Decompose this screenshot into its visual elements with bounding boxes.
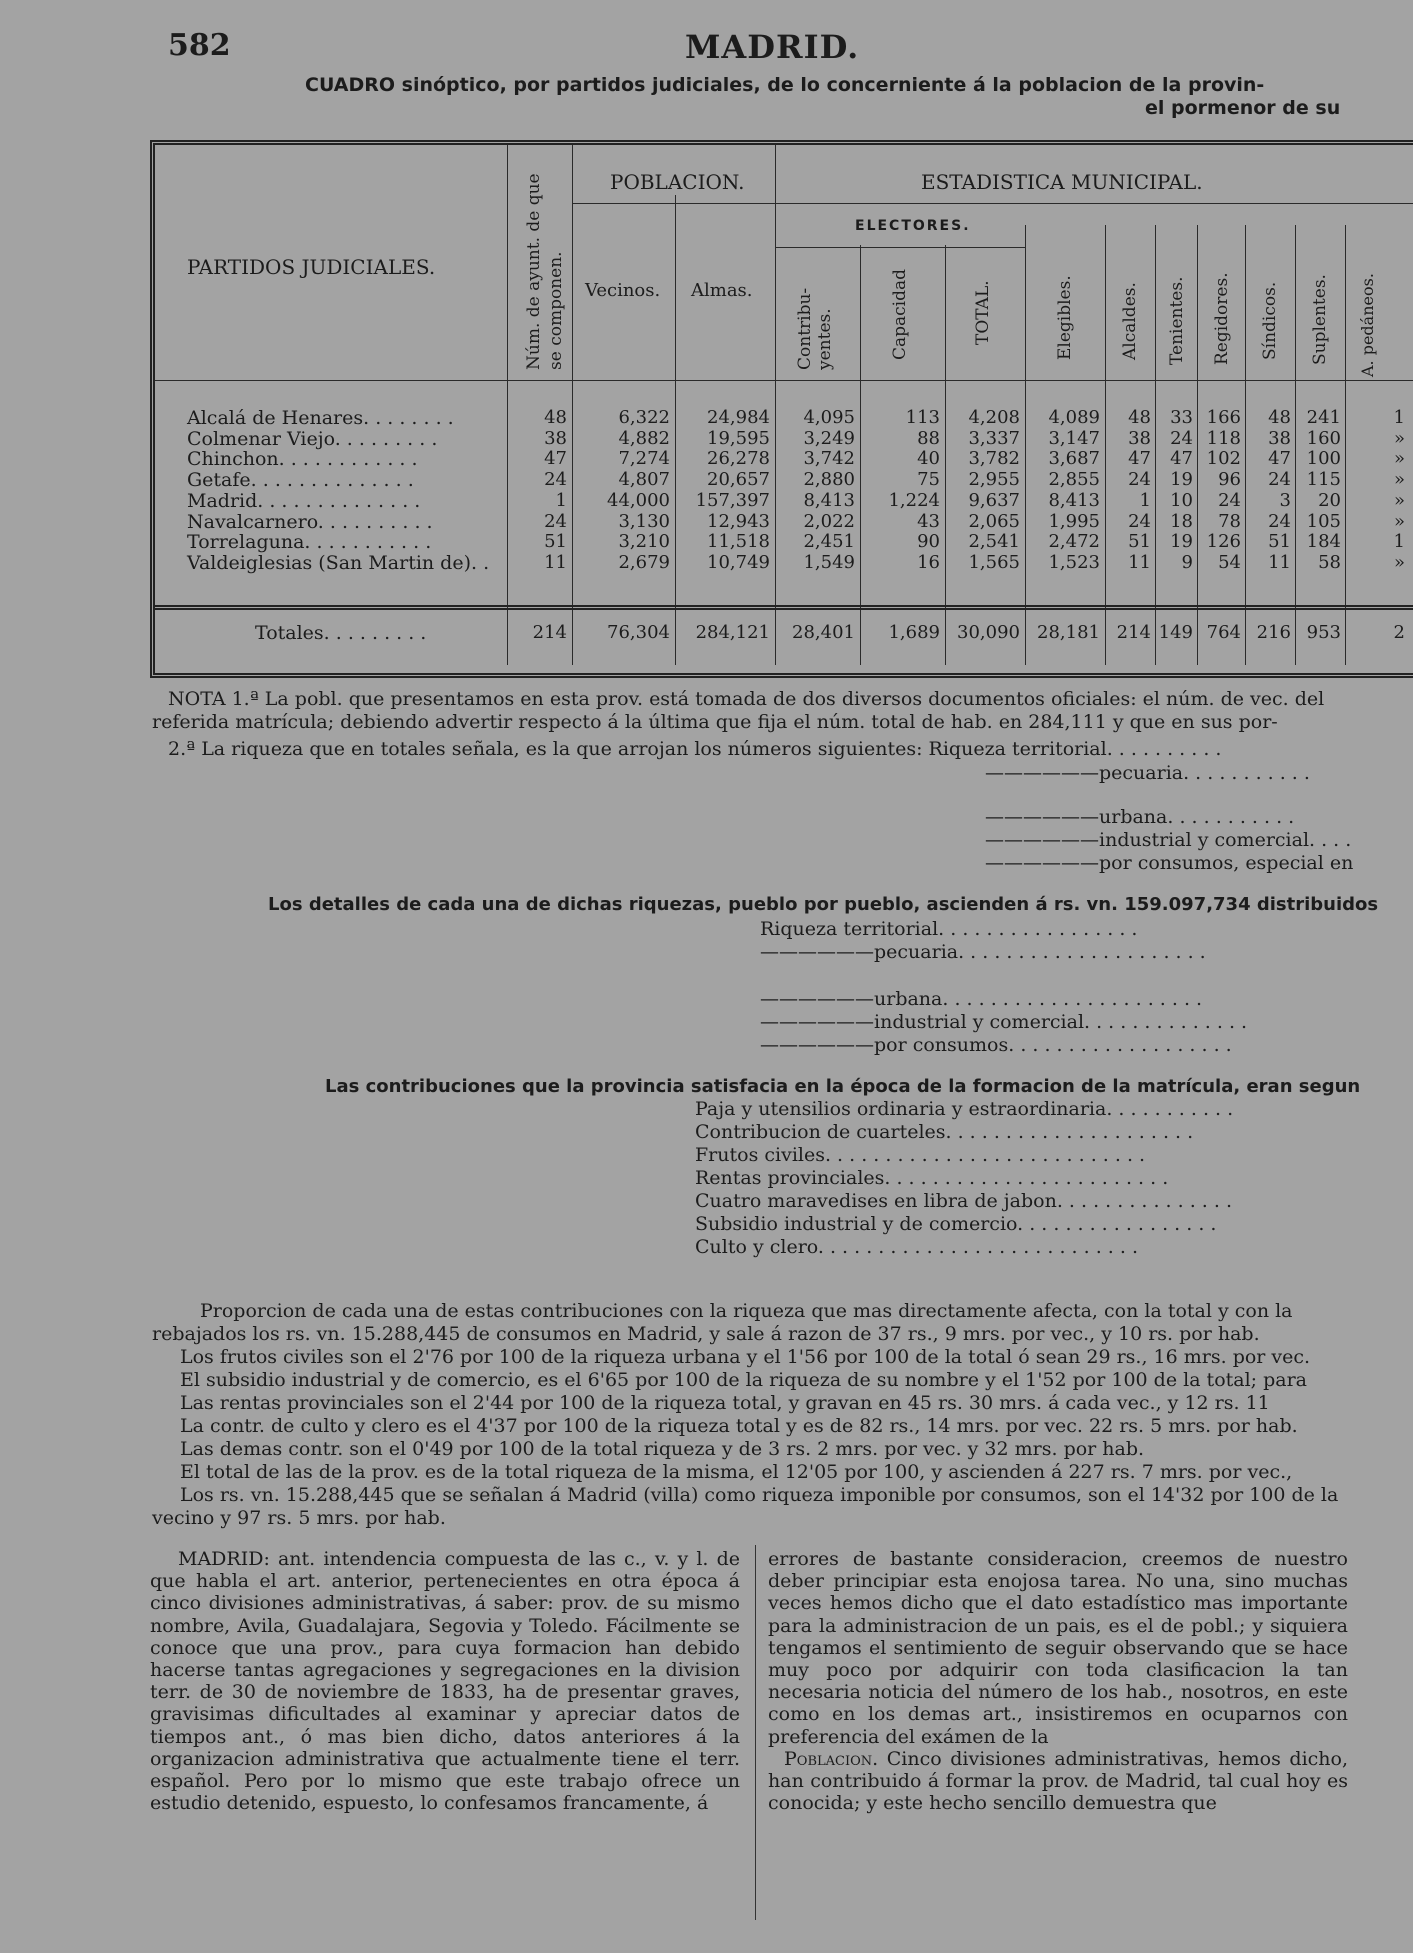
row-sind-cell: 47: [1268, 448, 1291, 470]
row-vecinos-cell: 4,807: [618, 469, 670, 491]
table-caption-line1: CUADRO sinóptico, por partidos judiciales, de lo concerniente á la poblacion de la provin-: [305, 74, 1265, 96]
header-almas: Almas.: [691, 280, 753, 301]
row-alc-cell: 38: [1128, 427, 1151, 449]
row-ped-cell: »: [1393, 427, 1405, 449]
row-ten-cell: 47: [1170, 448, 1193, 470]
header-electores: ELECTORES.: [855, 218, 971, 234]
totals-supl-cell: 953: [1306, 622, 1341, 643]
row-total-cell: 2,065: [968, 510, 1020, 532]
row-partido-name: Chinchon. . . . . . . . . . . .: [187, 448, 418, 471]
row-ped-cell: »: [1393, 551, 1405, 573]
row-reg-cell: 78: [1218, 510, 1241, 532]
row-ped-cell: »: [1393, 510, 1405, 532]
detalles-industrial: ——————industrial y comercial. . . . . . . . . . . . . .: [760, 1011, 1248, 1033]
totals-vecinos-cell: 76,304: [607, 622, 670, 643]
contribuciones-heading: Las contribuciones que la provincia satisfacia en la época de la formacion de la matrícula, eran segun: [325, 1076, 1361, 1097]
detalles-consumos: ——————por consumos. . . . . . . . . . . . . . . . . . .: [760, 1034, 1232, 1056]
article-left-text: MADRID: ant. intendencia compuesta de las c., v. y l. de que habla el art. anterior, pertenecientes en otra época á cinco divisiones administrativas, á saber: prov. de su mismo nombre, Avila, Guadalajara, Segovia y Toledo. Fácilmente se conoce que una prov., para cuya formacion han debido hacerse tantas agregaciones y segregaciones en la division terr. de 30 de noviembre de 1833, ha de presentar graves, gravisimas dificultades al examinar y apreciar datos de tiempos ant., ó mas bien dicho, datos anteriores á la organizacion administrativa que actualmente tiene el terr. español. Pero por lo mismo que este trabajo ofrece un estudio detenido, espuesto, lo confesamos francamente, á: [150, 1548, 740, 1815]
proporcion-line: El total de las de la prov. es de la total riqueza de la misma, el 12'05 por 100, y ascienden á 227 rs. 7 mrs. por vec.,: [180, 1461, 1293, 1483]
row-supl-cell: 105: [1306, 510, 1341, 532]
row-ayunt-cell: 24: [544, 510, 567, 532]
row-ten-cell: 33: [1170, 407, 1193, 428]
row-almas-cell: 12,943: [707, 510, 770, 532]
row-total-cell: 9,637: [968, 489, 1020, 511]
contrib-item: Frutos civiles. . . . . . . . . . . . . . . . . . . . . . . . . . .: [695, 1144, 1146, 1166]
row-almas-cell: 11,518: [707, 531, 770, 553]
row-total-cell: 2,955: [968, 469, 1020, 491]
row-eleg-cell: 2,472: [1048, 531, 1100, 553]
row-capac-cell: 40: [917, 448, 940, 470]
totals-eleg-cell: 28,181: [1037, 622, 1100, 643]
row-ayunt-cell: 51: [544, 531, 567, 553]
table-caption-line2: el pormenor de su: [1145, 97, 1341, 119]
totals-label: Totales. . . . . . . . .: [255, 622, 427, 644]
row-contrib-cell: 2,022: [803, 510, 855, 532]
header-contribuyentes: Contribu- yentes.: [795, 287, 835, 370]
row-total-cell: 2,541: [968, 531, 1020, 553]
row-ayunt-cell: 11: [544, 551, 567, 573]
row-capac-cell: 75: [917, 469, 940, 491]
proporcion-line: La contr. de culto y clero es el 4'37 por 100 de la riqueza total y es de 82 rs., 14 mrs. por vec. 22 rs. 5 mrs. por hab.: [180, 1415, 1298, 1437]
row-eleg-cell: 2,855: [1048, 469, 1100, 491]
row-alc-cell: 1: [1139, 489, 1151, 511]
row-contrib-cell: 2,880: [803, 469, 855, 491]
detalles-heading: Los detalles de cada una de dichas riquezas, pueblo por pueblo, ascienden á rs. vn. 159.097,734 distribuidos: [268, 894, 1379, 915]
proporcion-line: vecino y 97 rs. 5 mrs. por hab.: [152, 1507, 446, 1529]
row-reg-cell: 118: [1206, 427, 1241, 449]
header-poblacion: POBLACION.: [610, 170, 745, 194]
header-suplentes: Suplentes.: [1310, 274, 1330, 365]
row-vecinos-cell: 3,210: [618, 531, 670, 553]
row-sind-cell: 51: [1268, 531, 1291, 553]
row-reg-cell: 166: [1206, 407, 1241, 428]
totals-ped-cell: 2: [1393, 622, 1405, 643]
row-partido-name: Alcalá de Henares. . . . . . . .: [187, 407, 454, 429]
totals-sind-cell: 216: [1256, 622, 1291, 643]
row-ten-cell: 9: [1181, 551, 1193, 573]
row-reg-cell: 54: [1218, 551, 1241, 573]
row-supl-cell: 100: [1306, 448, 1341, 470]
row-supl-cell: 58: [1318, 551, 1341, 573]
totals-ayunt-cell: 214: [532, 622, 567, 643]
row-eleg-cell: 3,687: [1048, 448, 1100, 470]
row-partido-name: Colmenar Viejo. . . . . . . . .: [187, 427, 438, 450]
row-vecinos-cell: 4,882: [618, 427, 670, 449]
contrib-item: Contribucion de cuarteles. . . . . . . . . . . . . . . . . . . . .: [695, 1121, 1194, 1143]
contrib-item: Cuatro maravedises en libra de jabon. . . . . . . . . . . . . . .: [695, 1190, 1232, 1212]
row-ped-cell: »: [1393, 448, 1405, 470]
row-supl-cell: 184: [1306, 531, 1341, 553]
synoptic-table: [150, 140, 1413, 678]
proporcion-line: Los rs. vn. 15.288,445 que se señalan á Madrid (villa) como riqueza imponible por consumos, son el 14'32 por 100 de la: [180, 1484, 1339, 1506]
row-ten-cell: 24: [1170, 427, 1193, 449]
row-eleg-cell: 4,089: [1048, 407, 1100, 428]
header-tenientes: Tenientes.: [1167, 276, 1187, 365]
row-ten-cell: 19: [1170, 531, 1193, 553]
row-alc-cell: 24: [1128, 510, 1151, 532]
row-vecinos-cell: 6,322: [618, 407, 670, 428]
row-sind-cell: 48: [1268, 407, 1291, 428]
detalles-pecuaria: ——————pecuaria. . . . . . . . . . . . . . . . . . . . .: [760, 941, 1206, 963]
row-partido-name: Madrid. . . . . . . . . . . . . .: [187, 489, 421, 512]
row-contrib-cell: 3,249: [803, 427, 855, 449]
proporcion-line: Las rentas provinciales son el 2'44 por 100 de la riqueza total, y gravan en 45 rs. 30 mrs. á cada vec., y 12 rs. 11: [180, 1392, 1270, 1414]
row-contrib-cell: 2,451: [803, 531, 855, 553]
article-left-column: [150, 1548, 740, 1814]
detalles-territorial: Riqueza territorial. . . . . . . . . . . . . . . . .: [760, 918, 1138, 940]
header-sindicos: Síndicos.: [1260, 281, 1280, 360]
row-ten-cell: 10: [1170, 489, 1193, 511]
row-total-cell: 3,782: [968, 448, 1020, 470]
row-sind-cell: 38: [1268, 427, 1291, 449]
row-almas-cell: 19,595: [707, 427, 770, 449]
row-partido-name: Valdeiglesias (San Martin de). .: [187, 551, 490, 574]
nota2-pecuaria: ——————pecuaria. . . . . . . . . . .: [985, 762, 1310, 784]
row-eleg-cell: 1,995: [1048, 510, 1100, 532]
nota2-consumos: ——————por consumos, especial en: [985, 852, 1354, 874]
proporcion-line: Proporcion de cada una de estas contribuciones con la riqueza que mas directamente afecta, con la total y con la: [200, 1300, 1293, 1322]
row-ayunt-cell: 38: [544, 427, 567, 449]
row-ayunt-cell: 24: [544, 469, 567, 491]
totals-contrib-cell: 28,401: [792, 622, 855, 643]
row-eleg-cell: 3,147: [1048, 427, 1100, 449]
row-alc-cell: 24: [1128, 469, 1151, 491]
row-contrib-cell: 4,095: [803, 407, 855, 428]
row-capac-cell: 88: [917, 427, 940, 449]
totals-total-cell: 30,090: [957, 622, 1020, 643]
row-total-cell: 3,337: [968, 427, 1020, 449]
column-divider: [755, 1545, 756, 1920]
row-almas-cell: 20,657: [707, 469, 770, 491]
row-ayunt-cell: 48: [544, 407, 567, 428]
row-alc-cell: 47: [1128, 448, 1151, 470]
row-vecinos-cell: 3,130: [618, 510, 670, 532]
row-almas-cell: 26,278: [707, 448, 770, 470]
nota2-industrial: ——————industrial y comercial. . . .: [985, 829, 1352, 851]
row-partido-name: Navalcarnero. . . . . . . . . .: [187, 510, 433, 533]
header-pedaneos: A. pedáneos.: [1358, 273, 1377, 377]
row-capac-cell: 16: [917, 551, 940, 573]
poblacion-lead: Poblacion.: [784, 1747, 879, 1770]
proporcion-line: Los frutos civiles son el 2'76 por 100 de la riqueza urbana y el 1'56 por 100 de la total ó sean 29 rs., 16 mrs. por vec.: [180, 1346, 1311, 1368]
running-title: MADRID.: [685, 28, 860, 66]
header-ayuntamientos: Núm. de ayunt. de que se componen.: [524, 173, 566, 370]
row-sind-cell: 3: [1279, 489, 1291, 511]
page-number: 582: [168, 28, 231, 63]
contrib-item: Paja y utensilios ordinaria y estraordinaria. . . . . . . . . . .: [695, 1098, 1234, 1120]
header-regidores: Regidores.: [1212, 272, 1232, 365]
row-ten-cell: 19: [1170, 469, 1193, 491]
row-contrib-cell: 8,413: [803, 489, 855, 511]
nota1-line1: NOTA 1.ª La pobl. que presentamos en esta prov. está tomada de dos diversos documentos oficiales: el núm. de vec. del: [168, 688, 1325, 710]
totals-almas-cell: 284,121: [695, 622, 770, 643]
row-capac-cell: 90: [917, 531, 940, 553]
row-partido-name: Getafe. . . . . . . . . . . . . .: [187, 469, 414, 492]
row-almas-cell: 24,984: [707, 407, 770, 428]
row-sind-cell: 24: [1268, 510, 1291, 532]
row-reg-cell: 102: [1206, 448, 1241, 470]
header-estadistica: ESTADISTICA MUNICIPAL.: [921, 170, 1203, 194]
proporcion-line: El subsidio industrial y de comercio, es el 6'65 por 100 de la riqueza de su nombre y el 1'52 por 100 de la total; para: [180, 1369, 1308, 1391]
row-ped-cell: 1: [1393, 531, 1405, 553]
row-total-cell: 1,565: [968, 551, 1020, 573]
row-supl-cell: 160: [1306, 427, 1341, 449]
row-contrib-cell: 3,742: [803, 448, 855, 470]
row-ayunt-cell: 1: [555, 489, 567, 511]
detalles-urbana: ——————urbana. . . . . . . . . . . . . . . . . . . . . .: [760, 988, 1203, 1010]
proporcion-line: Las demas contr. son el 0'49 por 100 de la total riqueza y de 3 rs. 2 mrs. por vec. y 32 mrs. por hab.: [180, 1438, 1145, 1460]
row-ayunt-cell: 47: [544, 448, 567, 470]
row-alc-cell: 51: [1128, 531, 1151, 553]
contrib-item: Culto y clero. . . . . . . . . . . . . . . . . . . . . . . . . . .: [695, 1236, 1138, 1258]
row-almas-cell: 157,397: [695, 489, 770, 511]
totals-ten-cell: 149: [1158, 622, 1193, 643]
row-supl-cell: 115: [1306, 469, 1341, 491]
row-sind-cell: 24: [1268, 469, 1291, 491]
row-eleg-cell: 1,523: [1048, 551, 1100, 573]
row-alc-cell: 11: [1128, 551, 1151, 573]
contrib-item: Subsidio industrial y de comercio. . . . . . . . . . . . . . . . .: [695, 1213, 1217, 1235]
row-reg-cell: 24: [1218, 489, 1241, 511]
proporcion-line: rebajados los rs. vn. 15.288,445 de consumos en Madrid, y sale á razon de 37 rs., 9 mrs. por vec., y 10 rs. por hab.: [152, 1323, 1260, 1345]
totals-capac-cell: 1,689: [888, 622, 940, 643]
row-ped-cell: »: [1393, 469, 1405, 491]
article-right-text-2: Cinco divisiones administrativas, hemos dicho, han contribuido á formar la prov. de Madrid, tal cual hoy es conocida; y este hecho sencillo demuestra que: [768, 1747, 1348, 1815]
row-vecinos-cell: 2,679: [618, 551, 670, 573]
row-capac-cell: 43: [917, 510, 940, 532]
totals-alc-cell: 214: [1116, 622, 1151, 643]
header-capacidad: Capacidad: [890, 268, 910, 360]
row-sind-cell: 11: [1268, 551, 1291, 573]
row-vecinos-cell: 7,274: [618, 448, 670, 470]
row-ten-cell: 18: [1170, 510, 1193, 532]
row-reg-cell: 96: [1218, 469, 1241, 491]
header-elegibles: Elegibles.: [1055, 275, 1075, 360]
article-right-column: [768, 1548, 1348, 1814]
row-supl-cell: 241: [1306, 407, 1341, 428]
nota2-urbana: ——————urbana. . . . . . . . . . .: [985, 806, 1295, 828]
row-alc-cell: 48: [1128, 407, 1151, 428]
nota1-line2: referida matrícula; debiendo advertir respecto á la última que fija el núm. total de hab. en 284,111 y que en sus por-: [152, 711, 1278, 733]
row-ped-cell: »: [1393, 489, 1405, 511]
row-supl-cell: 20: [1318, 489, 1341, 511]
contrib-item: Rentas provinciales. . . . . . . . . . . . . . . . . . . . . . . .: [695, 1167, 1169, 1189]
totals-reg-cell: 764: [1206, 622, 1241, 643]
row-capac-cell: 113: [905, 407, 940, 428]
row-capac-cell: 1,224: [888, 489, 940, 511]
header-partidos: PARTIDOS JUDICIALES.: [187, 255, 436, 279]
header-total: TOTAL.: [973, 280, 993, 345]
header-vecinos: Vecinos.: [585, 280, 661, 301]
row-partido-name: Torrelaguna. . . . . . . . . . .: [187, 531, 432, 554]
row-vecinos-cell: 44,000: [607, 489, 670, 511]
row-almas-cell: 10,749: [707, 551, 770, 573]
row-total-cell: 4,208: [968, 407, 1020, 428]
row-contrib-cell: 1,549: [803, 551, 855, 573]
header-alcaldes: Alcaldes.: [1120, 282, 1140, 360]
nota2-line1: 2.ª La riqueza que en totales señala, es la que arrojan los números siguientes: Riqueza territorial. . . . . . . . . .: [168, 738, 1222, 760]
article-right-text: errores de bastante consideracion, creemos de nuestro deber principiar esta enojosa tarea. No una, sino muchas veces hemos dicho que el dato estadístico mas importante para la administracion de un pais, es el de pobl.; y siquiera tengamos el sentimiento de seguir observando que se hace muy poco por adquirir con toda clasificacion la tan necesaria noticia del número de los hab., nosotros, en este como en los demas art., insistiremos en ocuparnos con preferencia del exámen de la: [768, 1548, 1348, 1748]
row-eleg-cell: 8,413: [1048, 489, 1100, 511]
row-reg-cell: 126: [1206, 531, 1241, 553]
row-ped-cell: 1: [1393, 407, 1405, 428]
